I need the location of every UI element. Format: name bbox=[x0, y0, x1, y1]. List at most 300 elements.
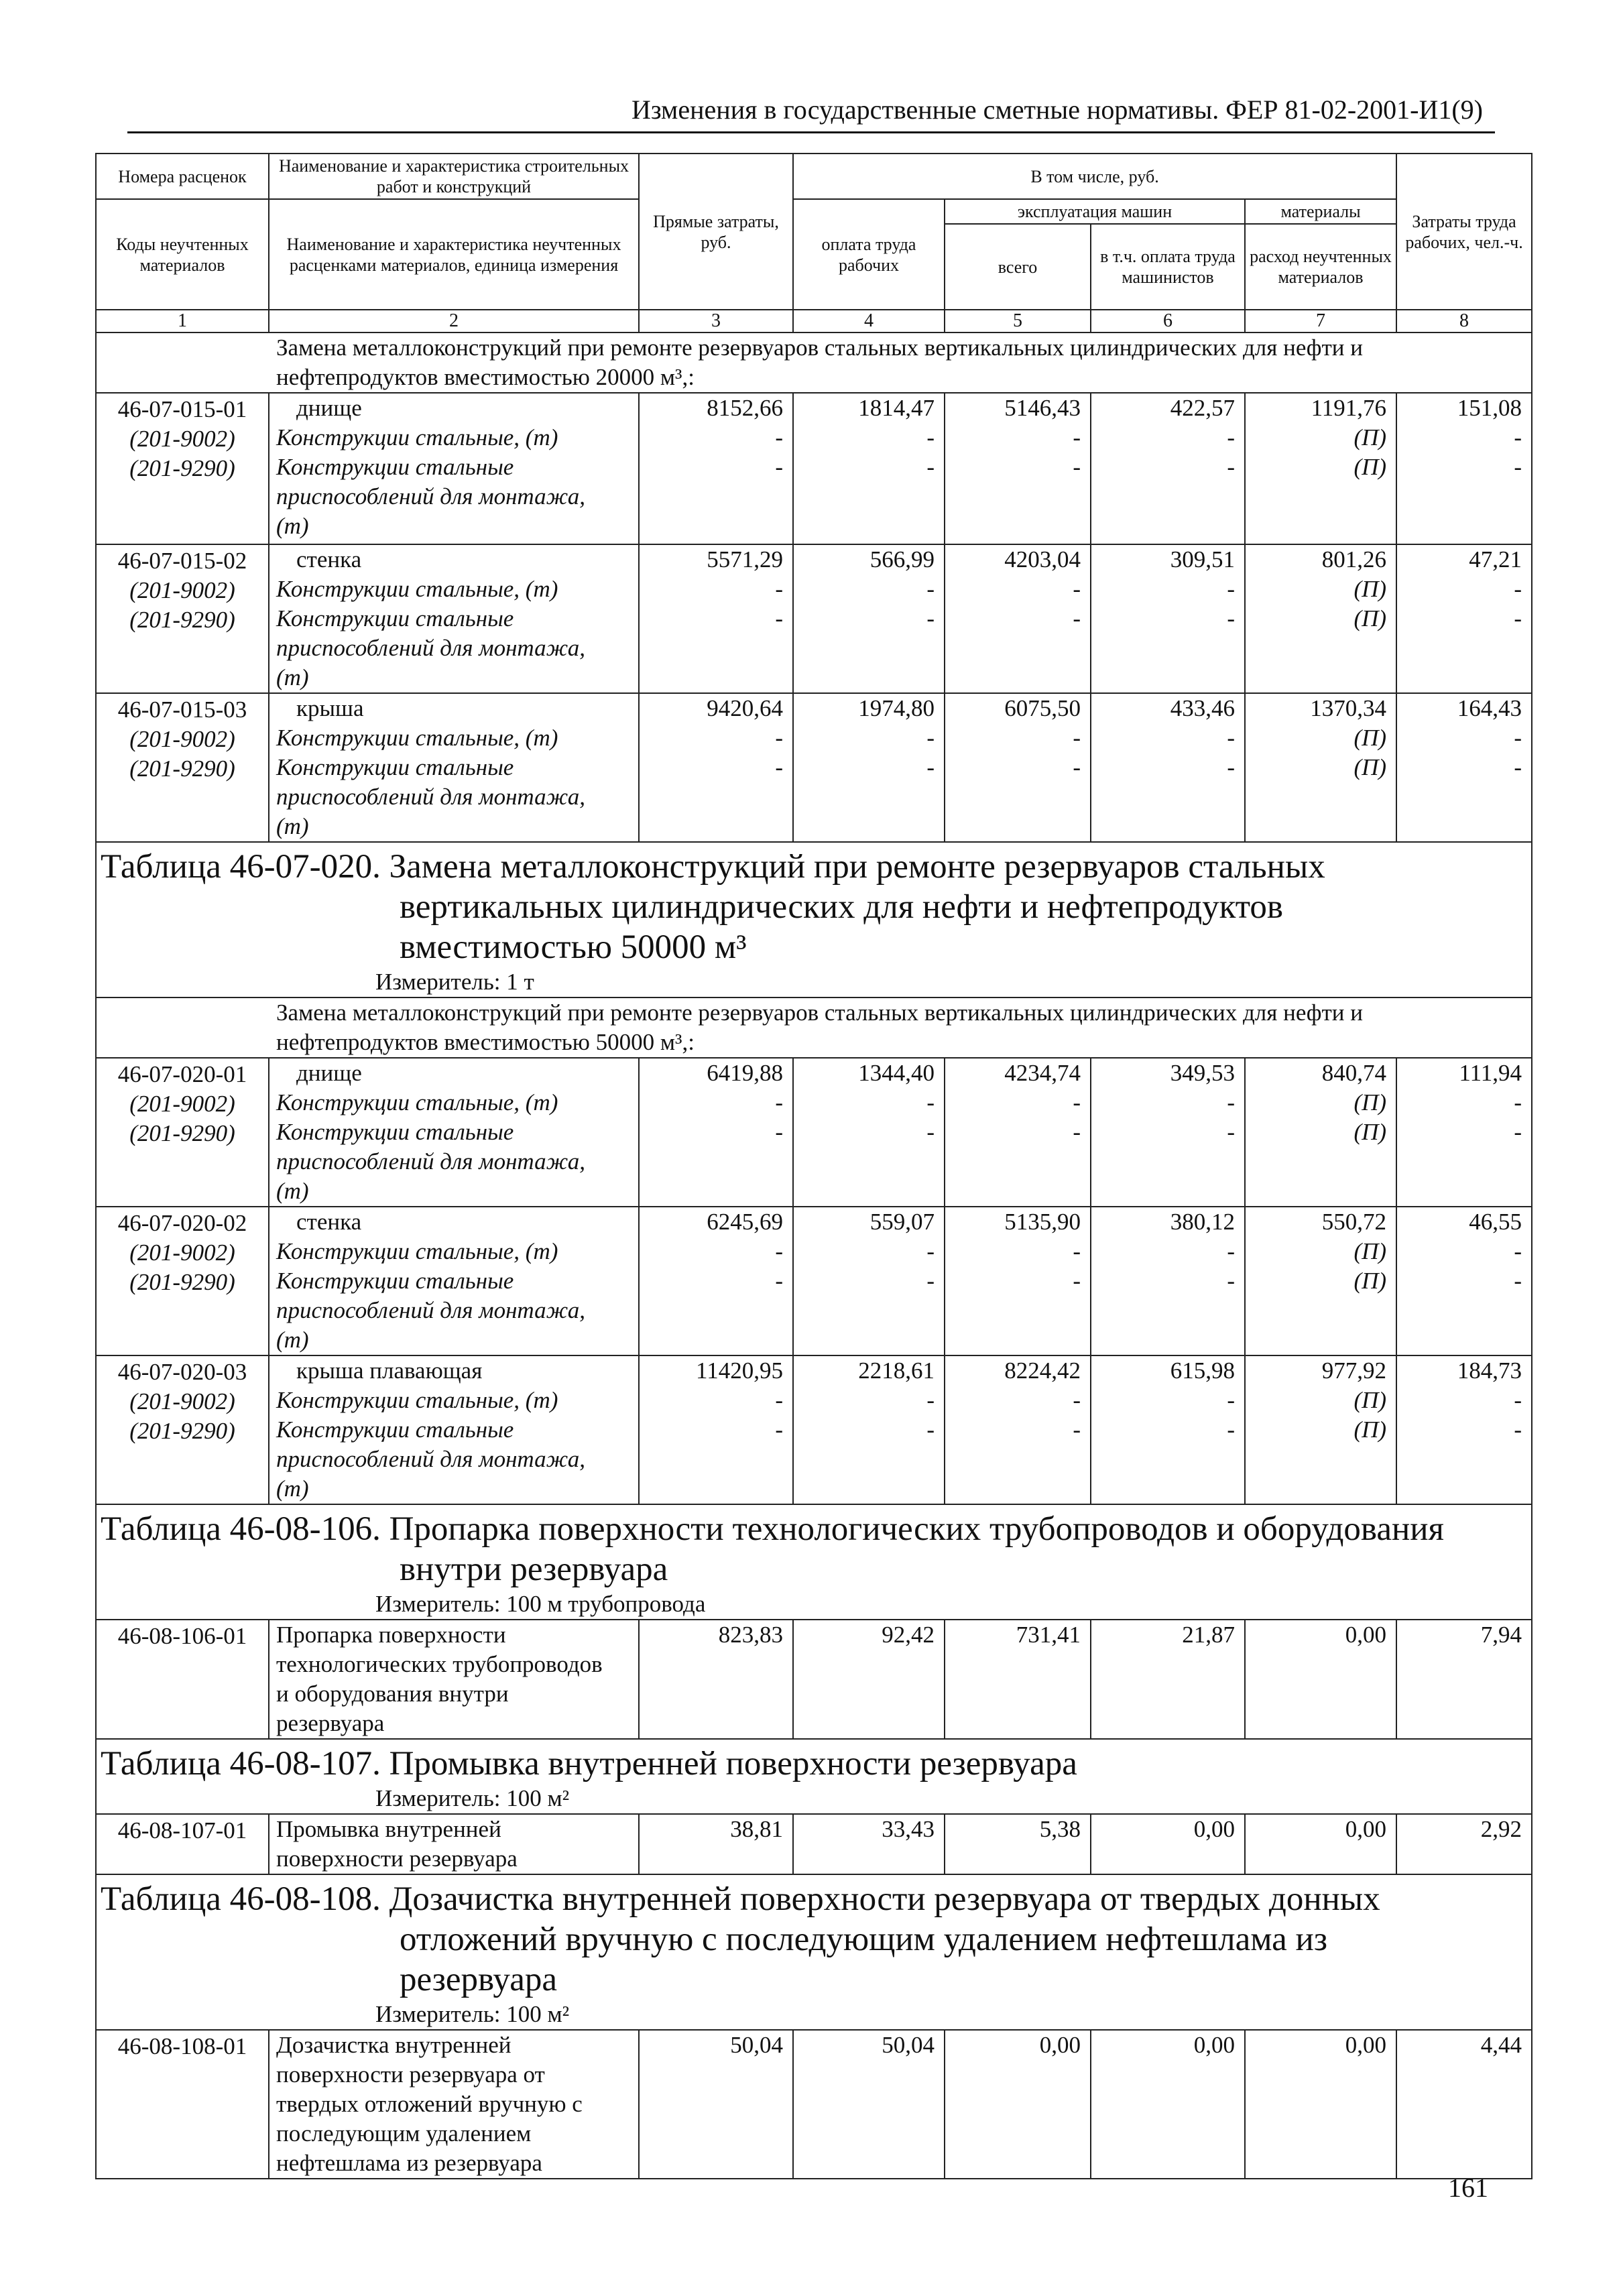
machinists-pay: 0,00 bbox=[1091, 1814, 1245, 1874]
measure-unit: Измеритель: 100 м² bbox=[375, 1785, 570, 1811]
machines-total: 731,41 bbox=[945, 1620, 1091, 1739]
dash: - bbox=[926, 1387, 935, 1413]
table-title bbox=[96, 1739, 1532, 1814]
rate-code: 46-07-015-01 bbox=[117, 396, 247, 422]
dash: - bbox=[1227, 454, 1235, 480]
dash: - bbox=[775, 1268, 783, 1294]
labor-pay-cell bbox=[793, 1058, 945, 1207]
dash: - bbox=[1073, 576, 1081, 602]
head-machinists-pay: в т.ч. оплата труда машинистов bbox=[1091, 224, 1245, 310]
rates-table bbox=[95, 153, 1532, 2179]
rate-code: 46-07-020-02 bbox=[117, 1210, 247, 1236]
dash: - bbox=[775, 1238, 783, 1264]
dash: - bbox=[775, 424, 783, 450]
labor-hours: 2,92 bbox=[1396, 1814, 1532, 1874]
rate-code: 46-08-108-01 bbox=[96, 2030, 269, 2179]
col-number: 7 bbox=[1245, 310, 1396, 333]
labor-hours: 46,55 bbox=[1469, 1209, 1522, 1235]
dash: - bbox=[1514, 1119, 1522, 1145]
machines-total: 5,38 bbox=[945, 1814, 1091, 1874]
p-mark: (П) bbox=[1354, 1416, 1387, 1443]
table-title-row bbox=[96, 1739, 1532, 1814]
material-name: приспособлений для монтажа, bbox=[276, 635, 585, 661]
material-name: приспособлений для монтажа, bbox=[276, 1446, 585, 1472]
rate-code-cell bbox=[96, 544, 269, 693]
dash: - bbox=[775, 454, 783, 480]
head-machines-total: всего bbox=[945, 224, 1091, 310]
material-code: (201-9002) bbox=[129, 577, 235, 603]
dash: - bbox=[1514, 454, 1522, 480]
rate-name-cell bbox=[269, 1355, 639, 1504]
materials-cell bbox=[1245, 393, 1396, 544]
machines-total: 8224,42 bbox=[1004, 1357, 1081, 1384]
rate-name-line: твердых отложений вручную с bbox=[276, 2091, 583, 2117]
dash: - bbox=[1227, 1416, 1235, 1443]
labor-pay-cell bbox=[793, 544, 945, 693]
material-code: (201-9002) bbox=[129, 1388, 235, 1414]
labor-hours: 151,08 bbox=[1457, 395, 1522, 421]
material-name: Конструкции стальные, (т) bbox=[276, 576, 558, 602]
table-row bbox=[96, 1355, 1532, 1504]
dash: - bbox=[1227, 725, 1235, 751]
materials-cost: 0,00 bbox=[1245, 1620, 1396, 1739]
rate-name-cell bbox=[269, 1207, 639, 1355]
p-mark: (П) bbox=[1354, 605, 1387, 631]
rate-name: крыша bbox=[296, 695, 364, 721]
direct-costs: 9420,64 bbox=[707, 695, 783, 721]
head-col2-bottom: Наименование и характеристика неучтенных расценками материалов, единица измерения bbox=[269, 199, 639, 310]
rate-code: 46-07-015-02 bbox=[117, 548, 247, 574]
head-labor-pay: оплата труда рабочих bbox=[793, 199, 945, 310]
rate-name-line: поверхности резервуара от bbox=[276, 2061, 545, 2088]
materials-cell bbox=[1245, 544, 1396, 693]
material-name: приспособлений для монтажа, bbox=[276, 784, 585, 810]
p-mark: (П) bbox=[1354, 725, 1387, 751]
dash: - bbox=[1227, 1238, 1235, 1264]
rate-name: стенка bbox=[296, 1209, 362, 1235]
table-title bbox=[96, 1504, 1532, 1620]
rate-name-cell bbox=[269, 544, 639, 693]
direct-costs-cell bbox=[639, 1355, 793, 1504]
machinists-pay: 349,53 bbox=[1170, 1060, 1235, 1086]
materials-cost: 1370,34 bbox=[1310, 695, 1387, 721]
machines-total-cell bbox=[945, 544, 1091, 693]
labor-hours: 184,73 bbox=[1457, 1357, 1522, 1384]
table-row bbox=[96, 393, 1532, 544]
head-materials: материалы bbox=[1245, 199, 1396, 224]
machines-total-cell bbox=[945, 1058, 1091, 1207]
material-code: (201-9290) bbox=[129, 455, 235, 481]
dash: - bbox=[1073, 1416, 1081, 1443]
machinists-pay-cell bbox=[1091, 693, 1245, 842]
dash: - bbox=[926, 1119, 935, 1145]
rate-code: 46-07-020-03 bbox=[117, 1359, 247, 1385]
machines-total: 0,00 bbox=[945, 2030, 1091, 2179]
dash: - bbox=[1073, 454, 1081, 480]
dash: - bbox=[1514, 1268, 1522, 1294]
dash: - bbox=[1514, 754, 1522, 780]
materials-cost: 801,26 bbox=[1321, 546, 1387, 572]
dash: - bbox=[1227, 1268, 1235, 1294]
dash: - bbox=[1227, 1387, 1235, 1413]
dash: - bbox=[775, 1119, 783, 1145]
material-name: приспособлений для монтажа, bbox=[276, 1297, 585, 1323]
dash: - bbox=[1227, 1089, 1235, 1115]
direct-costs: 823,83 bbox=[639, 1620, 793, 1739]
dash: - bbox=[1073, 725, 1081, 751]
group-description: Замена металлоконструкций при ремонте резервуаров стальных вертикальных цилиндрических для нефти и нефтепродуктов вместимостью 50000 м³,: bbox=[96, 998, 1532, 1058]
labor-pay-cell bbox=[793, 1355, 945, 1504]
rate-name-line: Пропарка поверхности bbox=[276, 1622, 506, 1648]
material-code: (201-9290) bbox=[129, 607, 235, 633]
col-number: 8 bbox=[1396, 310, 1532, 333]
head-machines: эксплуатация машин bbox=[945, 199, 1245, 224]
rate-name-line: последующим удалением bbox=[276, 2120, 532, 2147]
head-col1-top: Номера расценок bbox=[96, 154, 269, 199]
dash: - bbox=[1514, 1416, 1522, 1443]
rate-name-cell bbox=[269, 693, 639, 842]
dash: - bbox=[775, 1387, 783, 1413]
direct-costs-cell bbox=[639, 393, 793, 544]
labor-hours-cell bbox=[1396, 1058, 1532, 1207]
table-row bbox=[96, 1620, 1532, 1739]
labor-pay: 559,07 bbox=[869, 1209, 935, 1235]
page-header-title: Изменения в государственные сметные нормативы. ФЕР 81-02-2001-И1(9) bbox=[631, 95, 1483, 125]
dash: - bbox=[1514, 1089, 1522, 1115]
machinists-pay: 422,57 bbox=[1170, 395, 1235, 421]
dash: - bbox=[926, 754, 935, 780]
col-number: 5 bbox=[945, 310, 1091, 333]
machines-total: 5146,43 bbox=[1004, 395, 1081, 421]
machinists-pay-cell bbox=[1091, 393, 1245, 544]
rate-name-line: Дозачистка внутренней bbox=[276, 2032, 512, 2058]
table-title bbox=[96, 842, 1532, 998]
materials-cell bbox=[1245, 1058, 1396, 1207]
col-number: 2 bbox=[269, 310, 639, 333]
dash: - bbox=[775, 754, 783, 780]
dash: - bbox=[926, 605, 935, 631]
labor-hours: 4,44 bbox=[1396, 2030, 1532, 2179]
dash: - bbox=[775, 1089, 783, 1115]
material-code: (201-9290) bbox=[129, 1120, 235, 1146]
materials-cost: 977,92 bbox=[1321, 1357, 1387, 1384]
measure-unit: Измеритель: 100 м² bbox=[375, 2001, 570, 2027]
rate-code: 46-08-107-01 bbox=[96, 1814, 269, 1874]
machines-total: 6075,50 bbox=[1004, 695, 1081, 721]
labor-hours-cell bbox=[1396, 693, 1532, 842]
direct-costs-cell bbox=[639, 1058, 793, 1207]
head-col1-bottom: Коды неучтенных материалов bbox=[96, 199, 269, 310]
col-number: 3 bbox=[639, 310, 793, 333]
p-mark: (П) bbox=[1354, 576, 1387, 602]
materials-cost: 1191,76 bbox=[1311, 395, 1387, 421]
dash: - bbox=[775, 1416, 783, 1443]
dash: - bbox=[1514, 1238, 1522, 1264]
direct-costs: 8152,66 bbox=[707, 395, 783, 421]
rate-name-cell bbox=[269, 2030, 639, 2179]
head-direct-costs: Прямые затраты, руб. bbox=[639, 154, 793, 310]
material-name: Конструкции стальные bbox=[276, 1119, 514, 1145]
direct-costs: 6419,88 bbox=[707, 1060, 783, 1086]
dash: - bbox=[1514, 576, 1522, 602]
dash: - bbox=[1514, 725, 1522, 751]
material-name: (т) bbox=[276, 813, 309, 839]
direct-costs: 6245,69 bbox=[707, 1209, 783, 1235]
rate-name-cell bbox=[269, 1620, 639, 1739]
machinists-pay-cell bbox=[1091, 1207, 1245, 1355]
table-row bbox=[96, 1207, 1532, 1355]
rate-code-cell bbox=[96, 693, 269, 842]
material-name: (т) bbox=[276, 664, 309, 690]
material-code: (201-9002) bbox=[129, 426, 235, 452]
machines-total: 4203,04 bbox=[1004, 546, 1081, 572]
rate-name-line: поверхности резервуара bbox=[276, 1846, 518, 1872]
rate-name-line: нефтешлама из резервуара bbox=[276, 2150, 542, 2176]
measure-unit: Измеритель: 1 т bbox=[375, 969, 534, 995]
table-row bbox=[96, 1058, 1532, 1207]
p-mark: (П) bbox=[1354, 1119, 1387, 1145]
machinists-pay-cell bbox=[1091, 1355, 1245, 1504]
materials-cell bbox=[1245, 1207, 1396, 1355]
material-name: (т) bbox=[276, 513, 309, 539]
dash: - bbox=[1227, 424, 1235, 450]
group-description-row bbox=[96, 998, 1532, 1058]
head-materials-sub: расход неучтенных материалов bbox=[1245, 224, 1396, 310]
dash: - bbox=[1073, 424, 1081, 450]
labor-hours-cell bbox=[1396, 1355, 1532, 1504]
direct-costs: 38,81 bbox=[639, 1814, 793, 1874]
dash: - bbox=[1514, 424, 1522, 450]
p-mark: (П) bbox=[1354, 754, 1387, 780]
rate-name-cell bbox=[269, 1814, 639, 1874]
labor-pay: 50,04 bbox=[793, 2030, 945, 2179]
material-code: (201-9002) bbox=[129, 1091, 235, 1117]
rate-code: 46-07-020-01 bbox=[117, 1061, 247, 1087]
material-code: (201-9290) bbox=[129, 1269, 235, 1295]
rate-code: 46-07-015-03 bbox=[117, 697, 247, 723]
rate-name-cell bbox=[269, 393, 639, 544]
machinists-pay: 615,98 bbox=[1170, 1357, 1235, 1384]
dash: - bbox=[926, 1416, 935, 1443]
col-number: 4 bbox=[793, 310, 945, 333]
dash: - bbox=[775, 725, 783, 751]
p-mark: (П) bbox=[1354, 424, 1387, 450]
material-name: Конструкции стальные bbox=[276, 454, 514, 480]
p-mark: (П) bbox=[1354, 1089, 1387, 1115]
page-header bbox=[127, 91, 1495, 133]
rate-code-cell bbox=[96, 1355, 269, 1504]
labor-hours: 7,94 bbox=[1396, 1620, 1532, 1739]
table-title-line: резервуара bbox=[400, 1961, 557, 1998]
machinists-pay: 0,00 bbox=[1091, 2030, 1245, 2179]
column-numbers-row bbox=[96, 310, 1532, 333]
material-code: (201-9002) bbox=[129, 1240, 235, 1266]
material-code: (201-9290) bbox=[129, 1418, 235, 1444]
group-description: Замена металлоконструкций при ремонте резервуаров стальных вертикальных цилиндрических для нефти и нефтепродуктов вместимостью 20000 м³,: bbox=[96, 333, 1532, 393]
table-row bbox=[96, 544, 1532, 693]
rate-code-cell bbox=[96, 1207, 269, 1355]
labor-pay-cell bbox=[793, 1207, 945, 1355]
dash: - bbox=[1073, 754, 1081, 780]
materials-cost: 0,00 bbox=[1245, 1814, 1396, 1874]
direct-costs: 5571,29 bbox=[707, 546, 783, 572]
material-name: Конструкции стальные, (т) bbox=[276, 1238, 558, 1264]
table-row bbox=[96, 693, 1532, 842]
measure-unit: Измеритель: 100 м трубопровода bbox=[375, 1591, 706, 1617]
labor-pay: 1344,40 bbox=[858, 1060, 935, 1086]
p-mark: (П) bbox=[1354, 1238, 1387, 1264]
table-title-line: отложений вручную с последующим удалением нефтешлама из bbox=[400, 1921, 1327, 1958]
machinists-pay: 433,46 bbox=[1170, 695, 1235, 721]
rate-name: днище bbox=[296, 395, 362, 421]
labor-hours: 47,21 bbox=[1469, 546, 1522, 572]
labor-pay: 566,99 bbox=[869, 546, 935, 572]
material-name: приспособлений для монтажа, bbox=[276, 483, 585, 509]
direct-costs: 11420,95 bbox=[696, 1357, 783, 1384]
labor-hours-cell bbox=[1396, 1207, 1532, 1355]
dash: - bbox=[1227, 1119, 1235, 1145]
rate-name-line: и оборудования внутри bbox=[276, 1681, 509, 1707]
rate-name-line: Промывка внутренней bbox=[276, 1816, 501, 1842]
head-col2-top: Наименование и характеристика строительных работ и конструкций bbox=[269, 154, 639, 199]
rate-name-line: технологических трубопроводов bbox=[276, 1651, 603, 1677]
machinists-pay: 380,12 bbox=[1170, 1209, 1235, 1235]
rate-name: крыша плавающая bbox=[296, 1357, 483, 1384]
head-labor-costs: Затраты труда рабочих, чел.-ч. bbox=[1396, 154, 1532, 310]
direct-costs: 50,04 bbox=[639, 2030, 793, 2179]
table-title-line: Таблица 46-08-107. Промывка внутренней поверхности резервуара bbox=[101, 1745, 1077, 1783]
dash: - bbox=[1227, 754, 1235, 780]
labor-hours-cell bbox=[1396, 544, 1532, 693]
dash: - bbox=[1073, 1268, 1081, 1294]
labor-pay: 1814,47 bbox=[858, 395, 935, 421]
rate-name-cell bbox=[269, 1058, 639, 1207]
table-title-line: вместимостью 50000 м³ bbox=[400, 928, 747, 966]
table-title-line: Таблица 46-07-020. Замена металлоконструкций при ремонте резервуаров стальных bbox=[101, 848, 1325, 886]
material-name: Конструкции стальные bbox=[276, 754, 514, 780]
machines-total: 5135,90 bbox=[1004, 1209, 1081, 1235]
labor-pay: 2218,61 bbox=[858, 1357, 935, 1384]
machines-total-cell bbox=[945, 1207, 1091, 1355]
material-name: Конструкции стальные bbox=[276, 1268, 514, 1294]
table-title-line: Таблица 46-08-108. Дозачистка внутренней поверхности резервуара от твердых донных bbox=[101, 1880, 1380, 1918]
material-name: приспособлений для монтажа, bbox=[276, 1148, 585, 1174]
labor-pay: 1974,80 bbox=[858, 695, 935, 721]
material-name: (т) bbox=[276, 1327, 309, 1353]
machines-total-cell bbox=[945, 1355, 1091, 1504]
dash: - bbox=[1073, 605, 1081, 631]
material-name: (т) bbox=[276, 1475, 309, 1502]
head-including: В том числе, руб. bbox=[793, 154, 1396, 199]
rate-code: 46-08-106-01 bbox=[96, 1620, 269, 1739]
machines-total: 4234,74 bbox=[1004, 1060, 1081, 1086]
dash: - bbox=[926, 424, 935, 450]
table-title-row bbox=[96, 1504, 1532, 1620]
dash: - bbox=[1227, 576, 1235, 602]
material-name: (т) bbox=[276, 1178, 309, 1204]
p-mark: (П) bbox=[1354, 1387, 1387, 1413]
direct-costs-cell bbox=[639, 1207, 793, 1355]
dash: - bbox=[775, 605, 783, 631]
machinists-pay-cell bbox=[1091, 544, 1245, 693]
machinists-pay: 21,87 bbox=[1091, 1620, 1245, 1739]
rate-code-cell bbox=[96, 1058, 269, 1207]
labor-pay-cell bbox=[793, 693, 945, 842]
table-title-row bbox=[96, 1874, 1532, 2030]
dash: - bbox=[926, 576, 935, 602]
material-name: Конструкции стальные bbox=[276, 605, 514, 631]
machines-total-cell bbox=[945, 693, 1091, 842]
material-name: Конструкции стальные bbox=[276, 1416, 514, 1443]
machinists-pay-cell bbox=[1091, 1058, 1245, 1207]
col-number: 1 bbox=[96, 310, 269, 333]
dash: - bbox=[926, 1089, 935, 1115]
table-title bbox=[96, 1874, 1532, 2030]
rate-name: днище bbox=[296, 1060, 362, 1086]
dash: - bbox=[926, 1238, 935, 1264]
table-head-row bbox=[96, 154, 1532, 199]
labor-pay-cell bbox=[793, 393, 945, 544]
machinists-pay: 309,51 bbox=[1170, 546, 1235, 572]
material-name: Конструкции стальные, (т) bbox=[276, 1089, 558, 1115]
rate-name: стенка bbox=[296, 546, 362, 572]
table-title-line: Таблица 46-08-106. Пропарка поверхности технологических трубопроводов и оборудования bbox=[101, 1510, 1445, 1548]
dash: - bbox=[926, 454, 935, 480]
dash: - bbox=[926, 725, 935, 751]
dash: - bbox=[1514, 1387, 1522, 1413]
labor-pay: 92,42 bbox=[793, 1620, 945, 1739]
table-title-line: внутри резервуара bbox=[400, 1551, 668, 1588]
table-title-row bbox=[96, 842, 1532, 998]
dash: - bbox=[926, 1268, 935, 1294]
group-description-row bbox=[96, 333, 1532, 393]
direct-costs-cell bbox=[639, 693, 793, 842]
material-name: Конструкции стальные, (т) bbox=[276, 1387, 558, 1413]
dash: - bbox=[1073, 1089, 1081, 1115]
labor-pay: 33,43 bbox=[793, 1814, 945, 1874]
dash: - bbox=[1073, 1387, 1081, 1413]
p-mark: (П) bbox=[1354, 454, 1387, 480]
dash: - bbox=[1073, 1119, 1081, 1145]
dash: - bbox=[775, 576, 783, 602]
p-mark: (П) bbox=[1354, 1268, 1387, 1294]
rate-name-line: резервуара bbox=[276, 1710, 385, 1736]
table-row bbox=[96, 1814, 1532, 1874]
materials-cost: 550,72 bbox=[1321, 1209, 1387, 1235]
dash: - bbox=[1073, 1238, 1081, 1264]
material-code: (201-9002) bbox=[129, 726, 235, 752]
labor-hours: 164,43 bbox=[1457, 695, 1522, 721]
dash: - bbox=[1227, 605, 1235, 631]
rate-code-cell bbox=[96, 393, 269, 544]
labor-hours: 111,94 bbox=[1459, 1060, 1522, 1086]
materials-cell bbox=[1245, 1355, 1396, 1504]
material-code: (201-9290) bbox=[129, 756, 235, 782]
page-number: 161 bbox=[1448, 2173, 1488, 2203]
table-title-line: вертикальных цилиндрических для нефти и нефтепродуктов bbox=[400, 888, 1283, 926]
material-name: Конструкции стальные, (т) bbox=[276, 725, 558, 751]
table-row bbox=[96, 2030, 1532, 2179]
materials-cell bbox=[1245, 693, 1396, 842]
dash: - bbox=[1514, 605, 1522, 631]
direct-costs-cell bbox=[639, 544, 793, 693]
material-name: Конструкции стальные, (т) bbox=[276, 424, 558, 450]
machines-total-cell bbox=[945, 393, 1091, 544]
table-head-row bbox=[96, 199, 1532, 224]
labor-hours-cell bbox=[1396, 393, 1532, 544]
col-number: 6 bbox=[1091, 310, 1245, 333]
materials-cost: 840,74 bbox=[1321, 1060, 1387, 1086]
